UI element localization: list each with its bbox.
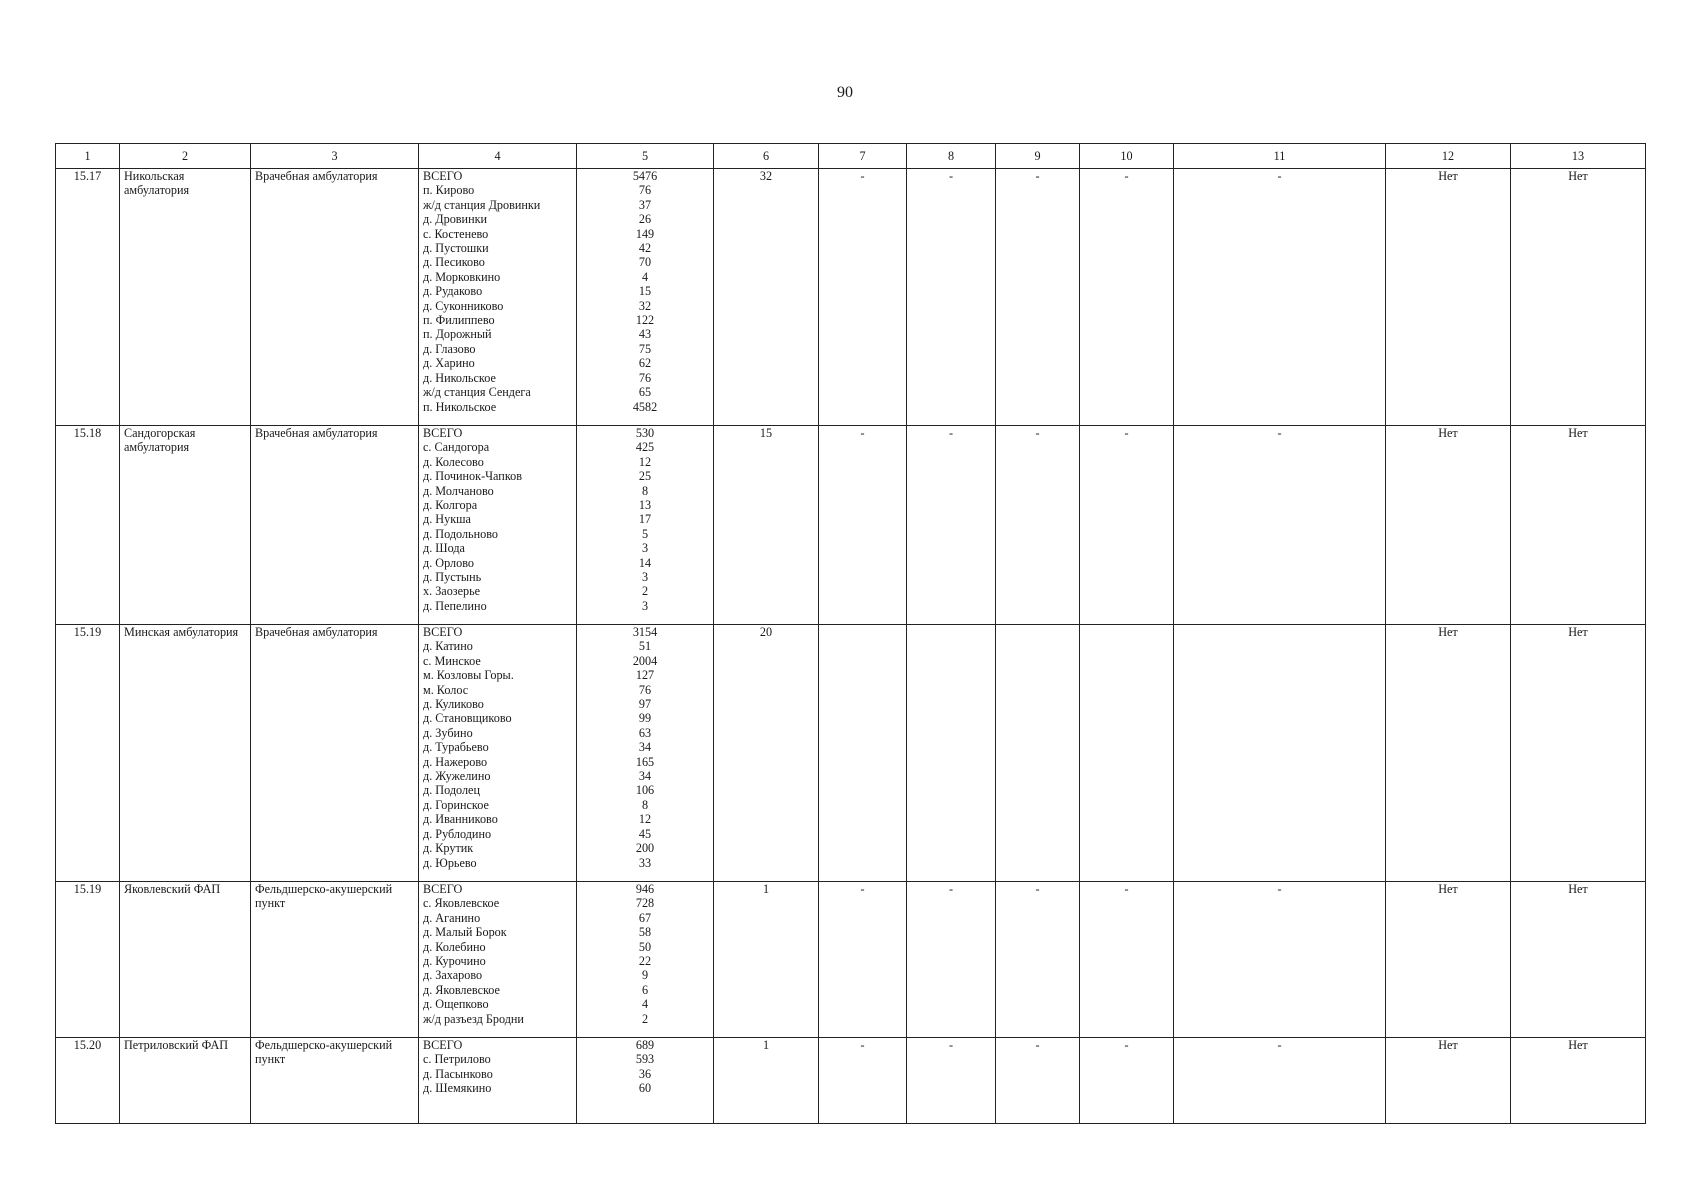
cell-c8: - <box>907 169 996 426</box>
cell-c8 <box>907 625 996 882</box>
settlement-name: д. Подольново <box>423 526 498 541</box>
cell-c7: - <box>819 426 907 625</box>
population-value: 76 <box>638 183 652 198</box>
table-body <box>56 169 1646 1124</box>
column-header: 9 <box>996 144 1080 169</box>
settlement-name: п. Кирово <box>423 183 475 198</box>
page-number: 90 <box>837 84 853 101</box>
settlement-name: п. Филиппево <box>423 313 495 328</box>
cell-c13: Нет <box>1511 882 1646 1038</box>
column-header: 7 <box>819 144 907 169</box>
column-header: 2 <box>120 144 251 169</box>
settlement-name: ВСЕГО <box>423 625 463 639</box>
settlement-name: д. Никольское <box>423 370 496 385</box>
facility-name: Минская амбулатория <box>120 625 251 882</box>
settlement-name: м. Козловы Горы. <box>423 668 514 683</box>
settlement-name: ВСЕГО <box>423 882 463 896</box>
settlement-name: д. Аганино <box>423 910 481 925</box>
row-number: 15.20 <box>56 1038 120 1124</box>
population-list <box>577 625 714 882</box>
population-value: 106 <box>635 783 655 798</box>
settlement-name: д. Курочино <box>423 954 486 969</box>
facility-type: Фельдшерско-акушерский пункт <box>251 882 419 1038</box>
population-value: 12 <box>638 812 652 827</box>
cell-c6: 32 <box>714 169 819 426</box>
population-value: 5476 <box>632 169 658 183</box>
population-value: 37 <box>638 197 652 212</box>
settlement-name: д. Песиково <box>423 255 485 270</box>
settlement-name: ж/д станция Сендега <box>423 385 531 400</box>
settlement-name: п. Никольское <box>423 399 497 414</box>
cell-c12: Нет <box>1386 169 1511 426</box>
population-value: 43 <box>638 327 652 342</box>
row-number: 15.19 <box>56 625 120 882</box>
settlement-name: с. Петрилово <box>423 1052 491 1067</box>
population-value: 75 <box>638 341 652 356</box>
column-header: 10 <box>1080 144 1174 169</box>
row-number: 15.17 <box>56 169 120 426</box>
population-value: 60 <box>638 1081 652 1096</box>
cell-c8: - <box>907 882 996 1038</box>
population-value: 530 <box>635 426 655 440</box>
cell-c9: - <box>996 1038 1080 1124</box>
settlement-name: д. Подолец <box>423 783 480 798</box>
column-header: 8 <box>907 144 996 169</box>
settlement-name: х. Заозерье <box>423 584 481 599</box>
population-value: 2 <box>641 584 649 599</box>
facility-name: Петриловский ФАП <box>120 1038 251 1124</box>
population-value: 9 <box>641 968 649 983</box>
population-value: 127 <box>635 668 655 683</box>
settlement-list <box>419 1038 577 1124</box>
settlement-name: д. Катино <box>423 639 473 654</box>
population-value: 76 <box>638 682 652 697</box>
table-row <box>56 625 1646 882</box>
population-value: 25 <box>638 469 652 484</box>
population-list <box>577 169 714 426</box>
cell-c6: 1 <box>714 882 819 1038</box>
cell-c10: - <box>1080 1038 1174 1124</box>
settlement-name: ж/д станция Дровинки <box>423 197 541 212</box>
population-value: 3 <box>641 570 649 585</box>
cell-c10: - <box>1080 882 1174 1038</box>
settlement-name: д. Малый Борок <box>423 925 507 940</box>
population-value: 946 <box>635 882 655 896</box>
cell-c11: - <box>1174 882 1386 1038</box>
settlement-name: д. Шода <box>423 541 465 556</box>
population-value: 2 <box>641 1011 649 1026</box>
population-value: 149 <box>635 226 655 241</box>
facility-name: Яковлевский ФАП <box>120 882 251 1038</box>
population-value: 51 <box>638 639 652 654</box>
population-value: 62 <box>638 356 652 371</box>
settlement-name: д. Пепелино <box>423 598 487 613</box>
facility-name: Сандогорская амбулатория <box>120 426 251 625</box>
population-value: 425 <box>635 440 655 455</box>
settlement-name: д. Яковлевское <box>423 982 500 997</box>
cell-c7 <box>819 625 907 882</box>
column-header: 11 <box>1174 144 1386 169</box>
cell-c10 <box>1080 625 1174 882</box>
settlement-name: д. Глазово <box>423 341 476 356</box>
settlement-name: ВСЕГО <box>423 1038 463 1052</box>
population-list <box>577 426 714 625</box>
settlement-name: д. Колгора <box>423 498 478 513</box>
population-value: 3 <box>641 541 649 556</box>
population-value: 728 <box>635 896 655 911</box>
settlement-name: д. Юрьево <box>423 855 477 870</box>
column-header: 3 <box>251 144 419 169</box>
population-list <box>577 1038 714 1124</box>
population-value: 70 <box>638 255 652 270</box>
facility-type: Врачебная амбулатория <box>251 426 419 625</box>
settlement-name: д. Крутик <box>423 841 474 856</box>
population-value: 4582 <box>632 399 658 414</box>
settlement-list <box>419 625 577 882</box>
population-value: 26 <box>638 212 652 227</box>
settlement-list <box>419 169 577 426</box>
cell-c9: - <box>996 169 1080 426</box>
column-header: 5 <box>577 144 714 169</box>
settlement-name: д. Молчаново <box>423 483 494 498</box>
population-value: 3 <box>641 598 649 613</box>
settlement-name: д. Харино <box>423 356 475 371</box>
population-value: 17 <box>638 512 652 527</box>
settlement-name: д. Иванниково <box>423 812 498 827</box>
population-value: 65 <box>638 385 652 400</box>
settlement-name: ВСЕГО <box>423 169 463 183</box>
facility-type: Фельдшерско-акушерский пункт <box>251 1038 419 1124</box>
settlement-name: д. Починок-Чапков <box>423 469 522 484</box>
population-value: 42 <box>638 241 652 256</box>
settlement-name: д. Жужелино <box>423 769 491 784</box>
cell-c8: - <box>907 426 996 625</box>
column-header: 6 <box>714 144 819 169</box>
population-value: 13 <box>638 498 652 513</box>
settlement-name: с. Костенево <box>423 226 489 241</box>
table-row <box>56 426 1646 625</box>
population-value: 3154 <box>632 625 658 639</box>
population-value: 97 <box>638 697 652 712</box>
column-header: 12 <box>1386 144 1511 169</box>
population-value: 5 <box>641 526 649 541</box>
cell-c12: Нет <box>1386 625 1511 882</box>
settlement-name: д. Рублодино <box>423 826 492 841</box>
settlement-name: д. Куликово <box>423 697 484 712</box>
settlement-list <box>419 882 577 1038</box>
population-list <box>577 882 714 1038</box>
population-value: 8 <box>641 797 649 812</box>
settlement-name: м. Колос <box>423 682 469 697</box>
header-row <box>56 144 1646 169</box>
cell-c7: - <box>819 882 907 1038</box>
cell-c6: 20 <box>714 625 819 882</box>
population-value: 689 <box>635 1038 655 1052</box>
settlement-list <box>419 426 577 625</box>
settlement-name: с. Яковлевское <box>423 896 500 911</box>
population-value: 45 <box>638 826 652 841</box>
population-value: 593 <box>635 1052 655 1067</box>
population-value: 22 <box>638 954 652 969</box>
population-value: 67 <box>638 910 652 925</box>
column-header: 13 <box>1511 144 1646 169</box>
population-value: 122 <box>635 313 655 328</box>
row-number: 15.18 <box>56 426 120 625</box>
population-value: 63 <box>638 725 652 740</box>
population-value: 99 <box>638 711 652 726</box>
settlement-name: д. Нажерово <box>423 754 488 769</box>
settlement-name: д. Суконниково <box>423 298 504 313</box>
population-value: 34 <box>638 740 652 755</box>
cell-c13: Нет <box>1511 426 1646 625</box>
settlement-name: д. Нукша <box>423 512 471 527</box>
row-number: 15.19 <box>56 882 120 1038</box>
population-value: 8 <box>641 483 649 498</box>
cell-c9 <box>996 625 1080 882</box>
facilities-table <box>55 143 1646 1124</box>
settlement-name: д. Ощепково <box>423 997 489 1012</box>
cell-c12: Нет <box>1386 1038 1511 1124</box>
cell-c13: Нет <box>1511 169 1646 426</box>
settlement-name: д. Морковкино <box>423 269 501 284</box>
settlement-name: д. Захарово <box>423 968 483 983</box>
population-value: 4 <box>641 269 649 284</box>
facility-type: Врачебная амбулатория <box>251 169 419 426</box>
population-value: 34 <box>638 769 652 784</box>
cell-c11: - <box>1174 169 1386 426</box>
table-row <box>56 1038 1646 1124</box>
cell-c6: 1 <box>714 1038 819 1124</box>
population-value: 200 <box>635 841 655 856</box>
settlement-name: д. Горинское <box>423 797 489 812</box>
settlement-name: п. Дорожный <box>423 327 492 342</box>
cell-c9: - <box>996 882 1080 1038</box>
column-header: 1 <box>56 144 120 169</box>
settlement-name: д. Становщиково <box>423 711 512 726</box>
settlement-name: с. Минское <box>423 653 481 668</box>
population-value: 12 <box>638 454 652 469</box>
population-value: 33 <box>638 855 652 870</box>
settlement-name: д. Шемякино <box>423 1081 492 1096</box>
table-row <box>56 882 1646 1038</box>
population-value: 165 <box>635 754 655 769</box>
settlement-name: д. Колебино <box>423 939 486 954</box>
cell-c12: Нет <box>1386 426 1511 625</box>
cell-c10: - <box>1080 426 1174 625</box>
facility-type: Врачебная амбулатория <box>251 625 419 882</box>
population-value: 15 <box>638 284 652 299</box>
population-value: 14 <box>638 555 652 570</box>
population-value: 32 <box>638 298 652 313</box>
column-header: 4 <box>419 144 577 169</box>
population-value: 6 <box>641 982 649 997</box>
cell-c7: - <box>819 169 907 426</box>
facility-name: Никольская амбулатория <box>120 169 251 426</box>
cell-c11 <box>1174 625 1386 882</box>
settlement-name: д. Дровинки <box>423 212 488 227</box>
cell-c13: Нет <box>1511 1038 1646 1124</box>
settlement-name: д. Турабьево <box>423 740 489 755</box>
settlement-name: д. Орлово <box>423 555 474 570</box>
settlement-name: д. Пасынково <box>423 1066 493 1081</box>
settlement-name: д. Колесово <box>423 454 484 469</box>
table-row <box>56 169 1646 426</box>
settlement-name: д. Пустынь <box>423 570 482 585</box>
settlement-name: ВСЕГО <box>423 426 463 440</box>
settlement-name: д. Рудаково <box>423 284 483 299</box>
cell-c7: - <box>819 1038 907 1124</box>
population-value: 58 <box>638 925 652 940</box>
cell-c9: - <box>996 426 1080 625</box>
cell-c12: Нет <box>1386 882 1511 1038</box>
cell-c13: Нет <box>1511 625 1646 882</box>
population-value: 76 <box>638 370 652 385</box>
settlement-name: ж/д разъезд Бродни <box>423 1011 524 1026</box>
population-value: 2004 <box>632 653 658 668</box>
population-value: 36 <box>638 1066 652 1081</box>
cell-c8: - <box>907 1038 996 1124</box>
cell-c11: - <box>1174 1038 1386 1124</box>
settlement-name: д. Зубино <box>423 725 473 740</box>
population-value: 50 <box>638 939 652 954</box>
cell-c6: 15 <box>714 426 819 625</box>
settlement-name: с. Сандогора <box>423 440 490 455</box>
cell-c10: - <box>1080 169 1174 426</box>
population-value: 4 <box>641 997 649 1012</box>
settlement-name: д. Пустошки <box>423 241 489 256</box>
cell-c11: - <box>1174 426 1386 625</box>
